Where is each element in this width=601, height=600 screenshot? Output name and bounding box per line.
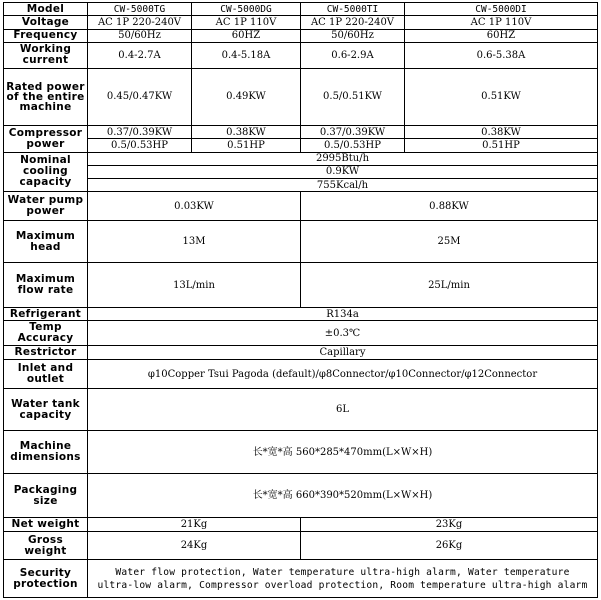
packaging-size-row <box>4 474 598 518</box>
maximum-flow-rate-value: 13L/min <box>88 263 301 308</box>
gross-weight-value: 24Kg <box>88 532 301 560</box>
compressor-kw-value: 0.37/0.39KW <box>301 125 405 138</box>
compressor-kw-value: 0.37/0.39KW <box>88 125 192 138</box>
temp-accuracy-row <box>4 321 598 346</box>
working-current-row <box>4 42 598 68</box>
maximum-flow-rate-label: Maximum flow rate <box>4 263 88 308</box>
voltage-value: AC 1P 110V <box>405 16 598 29</box>
model-label: Model <box>4 3 88 16</box>
compressor-hp-value: 0.5/0.53HP <box>301 139 405 152</box>
security-protection-row <box>4 560 598 598</box>
frequency-value: 60HZ <box>192 29 301 42</box>
maximum-head-row <box>4 221 598 263</box>
compressor-power-row <box>4 125 598 138</box>
maximum-head-label: Maximum head <box>4 221 88 263</box>
gross-weight-row <box>4 532 598 560</box>
machine-dimensions-label: Machine dimensions <box>4 431 88 474</box>
water-pump-power-label: Water pump power <box>4 192 88 221</box>
gross-weight-label: Gross weight <box>4 532 88 560</box>
rated-power-row <box>4 68 598 125</box>
refrigerant-value: R134a <box>88 308 598 321</box>
spec-table <box>3 2 598 598</box>
voltage-row <box>4 16 598 29</box>
gross-weight-value: 26Kg <box>301 532 598 560</box>
cooling-capacity-row <box>4 152 598 165</box>
rated-power-value: 0.45/0.47KW <box>88 68 192 125</box>
maximum-head-value: 13M <box>88 221 301 263</box>
machine-dimensions-value: 长*宽*高 560*285*470mm(L×W×H) <box>88 431 598 474</box>
rated-power-label: Rated power of the entire machine <box>4 68 88 125</box>
machine-dimensions-row <box>4 431 598 474</box>
working-current-value: 0.6-2.9A <box>301 42 405 68</box>
net-weight-label: Net weight <box>4 518 88 532</box>
working-current-value: 0.4-2.7A <box>88 42 192 68</box>
water-tank-row <box>4 389 598 431</box>
rated-power-value: 0.49KW <box>192 68 301 125</box>
restrictor-row <box>4 346 598 360</box>
net-weight-value: 23Kg <box>301 518 598 532</box>
security-protection-value <box>88 560 598 598</box>
compressor-hp-value: 0.5/0.53HP <box>88 139 192 152</box>
voltage-value: AC 1P 220-240V <box>88 16 192 29</box>
restrictor-label: Restrictor <box>4 346 88 360</box>
compressor-kw-value: 0.38KW <box>192 125 301 138</box>
compressor-kw-value: 0.38KW <box>405 125 598 138</box>
maximum-head-value: 25M <box>301 221 598 263</box>
model-name: CW-5000TG <box>88 3 192 16</box>
working-current-value: 0.4-5.18A <box>192 42 301 68</box>
packaging-size-value: 长*宽*高 660*390*520mm(L×W×H) <box>88 474 598 518</box>
model-name: CW-5000DI <box>405 3 598 16</box>
security-protection-line: ultra-low alarm, Compressor overload protection, Room temperature ultra-high alarm <box>97 579 588 591</box>
temp-accuracy-label: Temp Accuracy <box>4 321 88 346</box>
water-pump-power-value: 0.03KW <box>88 192 301 221</box>
cooling-capacity-value: 755Kcal/h <box>88 179 598 192</box>
inlet-outlet-label: Inlet and outlet <box>4 360 88 389</box>
restrictor-value: Capillary <box>88 346 598 360</box>
working-current-label: Working current <box>4 42 88 68</box>
compressor-power-label: Compressor power <box>4 125 88 152</box>
voltage-label: Voltage <box>4 16 88 29</box>
cooling-capacity-row <box>4 165 598 178</box>
refrigerant-row <box>4 308 598 321</box>
compressor-hp-value: 0.51HP <box>405 139 598 152</box>
cooling-capacity-label: Nominal cooling capacity <box>4 152 88 192</box>
compressor-hp-value: 0.51HP <box>192 139 301 152</box>
frequency-value: 60HZ <box>405 29 598 42</box>
voltage-value: AC 1P 110V <box>192 16 301 29</box>
frequency-row <box>4 29 598 42</box>
frequency-label: Frequency <box>4 29 88 42</box>
model-name: CW-5000TI <box>301 3 405 16</box>
cooling-capacity-value: 2995Btu/h <box>88 152 598 165</box>
water-pump-power-row <box>4 192 598 221</box>
maximum-flow-rate-row <box>4 263 598 308</box>
water-tank-label: Water tank capacity <box>4 389 88 431</box>
frequency-value: 50/60Hz <box>301 29 405 42</box>
water-tank-value: 6L <box>88 389 598 431</box>
cooling-capacity-row <box>4 179 598 192</box>
net-weight-value: 21Kg <box>88 518 301 532</box>
inlet-outlet-row <box>4 360 598 389</box>
model-name: CW-5000DG <box>192 3 301 16</box>
inlet-outlet-value: φ10Copper Tsui Pagoda (default)/φ8Connector/φ10Connector/φ12Connector <box>88 360 598 389</box>
security-protection-label: Security protection <box>4 560 88 598</box>
frequency-value: 50/60Hz <box>88 29 192 42</box>
refrigerant-label: Refrigerant <box>4 308 88 321</box>
rated-power-value: 0.5/0.51KW <box>301 68 405 125</box>
net-weight-row <box>4 518 598 532</box>
maximum-flow-rate-value: 25L/min <box>301 263 598 308</box>
model-row <box>4 3 598 16</box>
cooling-capacity-value: 0.9KW <box>88 165 598 178</box>
working-current-value: 0.6-5.38A <box>405 42 598 68</box>
voltage-value: AC 1P 220-240V <box>301 16 405 29</box>
rated-power-value: 0.51KW <box>405 68 598 125</box>
temp-accuracy-value: ±0.3℃ <box>88 321 598 346</box>
water-pump-power-value: 0.88KW <box>301 192 598 221</box>
compressor-hp-row <box>4 139 598 152</box>
security-protection-line: Water flow protection, Water temperature ultra-high alarm, Water temperature <box>115 566 570 578</box>
packaging-size-label: Packaging size <box>4 474 88 518</box>
